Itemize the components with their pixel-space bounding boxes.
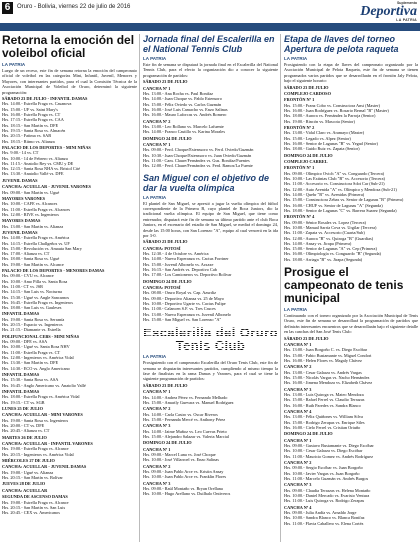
schedule-line: Hrs. 13:00.- Leo Rollano vs. Marcelo Lafuente: [143, 123, 224, 129]
schedule-heading: FRONTÓN Nº 2: [284, 125, 315, 131]
schedule-line: Hrs. 18:00.- Arriaga "B" vs. Jirapa (Segunda): [284, 256, 363, 262]
schedule-line: Hrs. 09:00.- DFE vs. ASA: [2, 339, 48, 345]
schedule-line: Hrs. 18:00.- Estrella Fraga vs. América Vidal: [2, 394, 80, 400]
schedule-line: Hrs. 15:00.- Constructora Zebas vs. Senior de Lagunas "B" (Primera): [284, 197, 404, 203]
schedule-line: Hrs. 08:00.- Oruro Royal vs. Cap. Azurdiz: [143, 290, 217, 296]
schedule-line: Hrs. 11:00.- Estrella Fraga vs. Alcances: [2, 206, 71, 212]
schedule-line: Hrs. 19:00.- Estrella Fraga vs. Alcance: [2, 499, 69, 505]
schedule-heading: CANCHA Nº 3: [284, 482, 312, 488]
schedule-line: Hrs. 10:00.- Manual Sarría Cova vs. Urgilar (Tercera): [284, 224, 377, 230]
article-body: El plantel de San Miguel, se aprestó a jugar la vuelta olímpica del fútbol correspondiente de la Primera B, cuyo plantel de Boca Juniors, dio la tradicional vuelta olímpica. El equipo de San Miguel, que tiene como entrenador, disputará este fin de semana su último partido ante el club Boca Juniors, en el escenario del estadio de San Miguel, se medirá el domingo 24, desde las 15:00 horas, con San Lorenzo "A", equipo al cual vencerá en la ida por 3-0.: [143, 200, 278, 238]
schedule-heading: FRONTÓN Nº 4: [284, 214, 315, 220]
schedule-heading: JUVENIL DAMAS: [2, 177, 38, 183]
schedule-line: Hrs. 13:00.- Ana Rocha vs. Paul Bonifaz: [143, 91, 214, 97]
schedule-line: Hrs. 19:15.- Santa Rosa vs. Almacén: [2, 127, 66, 133]
schedule-heading: CANCHA Nº 2: [143, 406, 171, 412]
schedule-line: Hrs. 21:15.- Diamante vs. Estrella: [2, 327, 61, 333]
schedule-line: Hrs. 09:00.- Claudia Terrazas vs. Helena Montaño: [284, 487, 371, 493]
schedule-line: Hrs. 09:00.- Marcel Luna vs. José Choque: [143, 452, 216, 458]
schedule-heading: CANCHA Nº 1: [284, 342, 312, 348]
article-body: Prosiguiendo con la etapa de llaves del campeonato organizado por la Asociación Municipal de Pelota Raqueta, este fin de semana se tienen programados varios partidos que se desarrollarán en el frontón Jaly Pelota, bajo el siguiente horario:: [284, 62, 418, 84]
schedule-line: Hrs. 19:00.- San Martín vs. Alcance: [2, 261, 64, 267]
schedule-line: Hrs. 16:00.- CHUF vs. Senior de Lagunas "A" (Segunda): [284, 202, 383, 208]
logo-title: Deportiva: [360, 4, 417, 19]
schedule-line: Hrs. 14:00.- Ansay vs. Jirapa (Primera): [284, 240, 352, 246]
schedule-list: [143, 79, 278, 168]
schedule-heading: FRONTÓN Nº 1: [284, 97, 315, 103]
schedule-heading: COMPLEJO CARDOSO: [284, 91, 331, 97]
schedule-line: Hrs. 12:00.- Ferd. Claure/Fernández vs. Ferd. Ramos/La Fuente: [143, 163, 253, 169]
schedule-heading: CANCHA Nº 2: [143, 463, 171, 469]
schedule-line: Hrs. 19:15.- CT vs. SGB: [2, 399, 45, 405]
schedule-line: Hrs. 16:00.- Estrella Fraga vs. CT: [2, 112, 61, 118]
schedule-line: Hrs. 09:00.- Gustavo Bustamante vs. Diego Escóbar: [284, 443, 374, 449]
schedule-line: Hrs. 15:00.- Juvenil Albonelo vs. Arxaxe: [143, 261, 214, 267]
schedule-line: Hrs. 13:00.- Vidal Claro vs. Aramayo (Master): [284, 130, 365, 136]
schedule-line: Hrs. 15:30.- Ugué vs. Angle Sancarnos: [2, 294, 70, 300]
schedule-heading: CANCHA: POTOSÍ: [143, 245, 181, 251]
schedule-line: Hrs. 09:00.- Ferd. Choque/Estenssoro vs. Ferd. Oviedo/Guzmán: [143, 147, 254, 153]
schedule-list: [284, 336, 418, 526]
schedule-line: Hrs. 11:00.- Cam. Claure/Fernández vs. Gus. Bonifaz/Fuentes: [143, 157, 250, 163]
schedule-line: Hrs. 14:15.- Estrella Challgeños vs. UF: [2, 240, 70, 246]
article-source: LA PATRIA: [143, 194, 167, 200]
schedule-line: Hrs. 12:30.- 4 de Octubre vs. América: [143, 251, 209, 257]
schedule-line: Hrs. 18:00.- Aurora vs. Fernández la Parroja (Senior): [284, 113, 376, 119]
schedule-heading: CANCHA Nº 1: [143, 446, 171, 452]
schedule-line: Hrs. 09:00.- Juan Pablo Arce vs. Kristin Ansay: [143, 469, 224, 475]
schedule-heading: CANCHA: POTOSÍ: [143, 285, 181, 291]
schedule-line: Hrs. 10:00.- Amo Pilla vs. Santa Rosa: [2, 278, 68, 284]
schedule-line: Hrs. 11:00.- Luis Quiroga vs. Rodrigo Zerapas: [284, 498, 365, 504]
schedule-line: Hrs. 10:00.- Deportivo Ugarte vs. Cactus Fulipe: [143, 301, 226, 307]
column-right: [284, 34, 418, 542]
schedule-heading: SÁBADO 23 DE JULIO: [143, 382, 188, 388]
schedule-line: Hrs. 13:30.- Anatolio Vallé vs. DFE: [2, 171, 64, 177]
schedule-heading: SEGUNDA DE ASCENSO DAMAS: [2, 494, 68, 500]
schedule-line: Hrs. 16:00.- Ruth Paredes vs. Sandra Blanco: [284, 402, 361, 408]
schedule-line: Hrs. 10:00.- Daniel Mercado vs. Evaristo Ventura: [284, 492, 370, 498]
schedule-line: Hrs. 16:00.- Olímpiología vs. Conguardo "B" (Segunda): [284, 251, 381, 257]
schedule-line: Hrs. 16:00.- Cielo Ferrel vs. Cristian Ortuño: [284, 424, 361, 430]
schedule-line: Hrs. 16:00.- Juan Rodríguez vs. Rosario Bernal "B" (Master): [284, 108, 389, 114]
column-divider: [139, 34, 140, 542]
article-source: LA PATRIA: [284, 307, 308, 312]
schedule-line: Hrs. 16:00.- Senior de Lagunas "B" vs. Yegad (Senior): [284, 141, 378, 147]
schedule-heading: DOMINGO 24 DE JULIO: [143, 278, 192, 284]
schedule-heading: CANCHA Nº 3: [143, 480, 171, 486]
schedule-line: Hrs. 14:00.- Juan Choque vs. Pablo Estensoro: [143, 96, 222, 102]
schedule-heading: POLIFUNCIONAL CEBS - MINI NIÑAS: [2, 333, 80, 339]
schedule-line: Hrs. 14:00.- Nueva Esperanza vs. Cactus Forriner: [143, 256, 229, 262]
schedule-line: Hrs. 09:00.- Deportivo Alianza vs. 25 de Mayo: [143, 295, 224, 301]
article-escalerilla-nacional: [143, 34, 278, 169]
article-title: San Miguel con el objetivo de dar la vuelta olímpica: [143, 172, 270, 193]
schedule-line: Hrs. 10:00.- CAFE vs. Alcances: [2, 201, 58, 207]
page-dateline: Oruro - Bolivia, viernes 22 de julio de 2016: [17, 4, 131, 10]
schedule-line: Hrs. 10:00.- José Villarroel vs. Enzo Salinas: [143, 457, 219, 463]
schedule-list: [143, 239, 278, 322]
schedule-heading: MAYORES DAMAS: [2, 218, 41, 224]
schedule-line: Hrs. 13:00.- San Martín vs. Alianza: [2, 223, 64, 229]
schedule-line: Hrs. 09:00.- Raúl Montaño vs. Bryan Orellana: [143, 486, 223, 492]
schedule-heading: SÁBADO 23 DE JULIO: [284, 335, 329, 341]
schedule-line: Hrs. 20:15.- Fatima vs. SAB: [2, 133, 52, 139]
article-title: Prosigue el campeonato de tenis municipal: [284, 265, 404, 305]
article-body: Prosiguiendo con el campeonato Escalerilla del Oruro Tenis Club, este fin de semana se disputarán interesantes partidos, cumpliendo al mismo tiempo la fase de finalistas en la rama Damas y Varones, para el cual se tiene la siguiente programación de partidos:: [143, 360, 278, 382]
schedule-line: Hrs. 09:00.- Olímpico Ovich "A" vs. Conguardo (Tercera): [284, 170, 385, 176]
schedule-heading: SÁBADO 23 DE JULIO: [284, 84, 329, 90]
schedule-line: Hrs. 19:00.- Santa Rosa vs. Serranía: [2, 316, 65, 322]
schedule-line: Hrs. 10:00.- Hugo Arellano vs. Duilbalo Ontiveros: [143, 491, 231, 497]
schedule-line: Hrs. 14:00.- Carla Castro vs. Oscar Riveros: [143, 411, 218, 417]
schedule-line: Hrs. 10:00.- 14 de Febrero vs. Alianza: [2, 155, 68, 161]
schedule-line: Hrs. 15:00.- Senior de Lagunas "A" vs. Cep (Primera): [284, 246, 377, 252]
article-source: LA PATRIA: [2, 62, 26, 67]
schedule-line: Hrs. 18:00.- Santa Rosa vs. Ugué: [2, 256, 60, 262]
schedule-line: Hrs. 18:00.- Guido Ruiz vs. Zapata (Senior): [284, 146, 360, 152]
schedule-line: Hrs. 19:00.- Santa Rosa vs. Ingenieros: [2, 417, 69, 423]
schedule-heading: JUEVES 28 DE JULIO: [2, 481, 46, 487]
schedule-line: Hrs. 15:00.- San Miguel vs. San Lorenzo "A": [143, 316, 222, 322]
schedule-heading: MAYORES VARONES: [2, 195, 46, 201]
schedule-line: Hrs. 11:00.- Flavia Caballero vs. Elena Cortéz: [284, 520, 364, 526]
schedule-heading: CANCHA Nº 4: [284, 408, 312, 414]
schedule-line: Hrs. 15:00.- Alejandro Salazar vs. Valeria Marcial: [143, 433, 229, 439]
schedule-heading: SÁBADO 23 DE JULIO: [143, 79, 188, 85]
schedule-heading: DOMINGO 24 DE JULIO: [284, 152, 333, 158]
schedule-line: Hrs. 14:30.- ECO vs. Anglo Americano: [2, 365, 70, 371]
schedule-heading: CANCHA Nº 1: [143, 141, 171, 147]
schedule-line: Hrs. 16:45.- Estrella Fraga vs. Ingenieros: [2, 299, 73, 305]
schedule-heading: CANCHA Nº 3: [143, 423, 171, 429]
schedule-line: Hrs. 13:00.- Félix Quiñones vs. William Silva: [284, 414, 363, 420]
article-source: LA PATRIA: [284, 56, 308, 61]
article-title: Escalerilla del Oruro Tenis Club: [143, 325, 278, 354]
schedule-line: Hrs. 18:15.- San Martín vs. DFE: [2, 122, 59, 128]
schedule-line: Hrs. 13:00.- Luis Quiroga vs. Mateo Mendoza: [284, 392, 364, 398]
schedule-line: Hrs. 16:00.- Jimena Mendoza vs. Elizabeth Chávez: [284, 380, 373, 386]
schedule-heading: SÁBADO 23 DE JULIO: [143, 239, 188, 245]
schedule-heading: INFANTIL DAMAS: [2, 388, 40, 394]
article-voleibol: [2, 34, 137, 516]
section-logo: [339, 1, 417, 21]
schedule-line: Hrs. 18:00.- Senior de Lagunas "C" vs. Barrera Suarez (Segunda): [284, 207, 397, 213]
schedule-heading: CANCHA: ACUELLAR - MINI VARONES: [2, 412, 83, 418]
schedule-line: Hrs. 11:00.- Mauricio Gomez vs. Andrés Rodríguez: [284, 453, 373, 459]
schedule-line: Hrs. 10:00.- Sandra Blanco vs. Blanca Bonifaz: [284, 515, 365, 521]
schedule-line: Hrs. 20:15.- Ingenieros vs. América Vidal: [2, 451, 74, 457]
schedule-heading: DOMINGO 24 DE JULIO: [143, 440, 192, 446]
article-title: Etapa de llaves del torneo Apertura de pelota raqueta: [284, 34, 399, 54]
schedule-heading: CANCHA Nº 3: [284, 386, 312, 392]
schedule-line: Hrs. 13:00.- Juan Borgoño C. vs. Diego Escóbar: [284, 347, 368, 353]
schedule-heading: PALACIO DE LOS DEPORTES - MINI NIÑAS: [2, 144, 91, 150]
schedule-line: Hrs. 19:00.- Estrella Fraga vs. Alcance: [2, 446, 69, 452]
section-band: [0, 23, 420, 31]
schedule-heading: COMPLEJO CARREL: [284, 159, 328, 165]
schedule-line: Hrs. 20:15.- San Martín vs. Bolívar: [2, 475, 63, 481]
schedule-line: Hrs. 20:45.- Alianza vs. CT: [2, 428, 50, 434]
schedule-line: Hrs. 15:00.- Franz Cobo vs. Constructora Ansi (Master): [284, 102, 380, 108]
schedule-line: Hrs. 11:00.- Accesorio vs. Constructora Sdot Car (Sub-21): [284, 181, 385, 187]
schedule-line: Hrs. 11:00.- Marcelo Guzmán vs. Andrés Burgos: [284, 475, 369, 481]
schedule-line: Hrs. 15:00.- Fernanda Mercé vs. Anthony Pérez: [143, 416, 226, 422]
schedule-line: Hrs. 14:00.- Estrella Fraga vs. Casanova: [2, 101, 72, 107]
schedule-line: Hrs. 12:00.- Auto Avenida "A" vs. Olímpico y Mendoza (Sub-21): [284, 186, 397, 192]
schedule-line: Hrs. 16:45.- Anglo Americano vs. Anatolio Vallé: [2, 382, 86, 388]
schedule-line: Hrs. 12:15.- Santa Rosa NHA vs. Bristol Cité: [2, 166, 81, 172]
schedule-heading: CANCHA: ACUELLAR - JUVENIL DAMAS: [2, 464, 87, 470]
schedule-line: Hrs. 20:00.- CT vs. DFE: [2, 423, 45, 429]
schedule-line: Hrs. 15:00.- Nicolás Vargas vs. Nacho Hernández: [284, 375, 370, 381]
article-escalerilla-oruro: [143, 326, 278, 496]
schedule-line: Hrs. 15:00.- Amarily Guevara vs. Manuel Rodríguez: [143, 399, 234, 405]
schedule-line: Hrs. 9:00.- 14 vs. CT: [2, 150, 39, 156]
schedule-line: Hrs. 14:00.- Franco Castillo vs. Karina Morales: [143, 129, 225, 135]
schedule-list: [284, 85, 418, 262]
schedule-line: Hrs. 11:00.- Estrella Fraga vs. CT: [2, 349, 61, 355]
schedule-line: Hrs. 09:00.- CVU vs. Alcance: [2, 273, 54, 279]
schedule-heading: LUNES 25 DE JULIO: [2, 405, 43, 411]
logo-supertitle: Suplemento: [396, 1, 417, 5]
schedule-line: Hrs. 11:00.- Calancen S.F. vs. Tres Cruces: [143, 306, 216, 312]
schedule-heading: CANCHA: ACUELLAR - JUVENIL VARONES: [2, 184, 91, 190]
article-source: LA PATRIA: [143, 56, 167, 61]
schedule-heading: CANCHA Nº 2: [284, 459, 312, 465]
schedule-list: [2, 96, 137, 516]
schedule-line: Hrs. 15:00.- UF vs. Saint Mary's: [2, 106, 58, 112]
schedule-line: Hrs. 16:15.- San Andrés vs. Deportivo Cab: [143, 267, 217, 273]
schedule-line: Hrs. 20:15.- Espacio vs. Ingenieros: [2, 322, 63, 328]
article-body: Este fin de semana se disputará la jornada final en el Escalerilla del National Tennis Club, para el efecto la organización dio a conocer la siguiente programación de partidos:: [143, 62, 278, 78]
schedule-line: Hrs. 15:00.- Rafael Ferrel vs. Claudio Terrazas: [284, 397, 365, 403]
logo-subtitle: LA PATRIA: [396, 18, 417, 22]
schedule-heading: CANCHA: ACUELLAR: [2, 487, 48, 493]
schedule-line: Hrs. 18:15.- Ritmo vs. Alianza: [2, 138, 55, 144]
schedule-line: Hrs. 16:00.- Helen Flores vs. Magaly Chávez: [284, 358, 362, 364]
schedule-line: Hrs. 15:00.- Félix Oviedo vs. Carlos Guzmán: [143, 101, 222, 107]
schedule-line: Hrs. 10:30.- Juan Choque/Estenssoro vs. Juan Oviedo/Guzmán: [143, 152, 252, 158]
schedule-line: Hrs. 15:00.- Fabio Bustamante vs. Miguel Condori: [284, 352, 372, 358]
schedule-line: Hrs. 10:00.- Las Extintas Club "B" vs. Accesorio (Tercera): [284, 176, 385, 182]
schedule-line: Hrs. 09:00.- Sergio Escóbar vs. Juan Borgoño: [284, 465, 363, 471]
schedule-line: Hrs. 20:15.- San Martín vs. San Luis: [2, 505, 66, 510]
article-source: LA PATRIA: [143, 354, 167, 360]
schedule-line: Hrs. 13:00.- Cesar Galarza vs. Andrés Vargas: [284, 369, 362, 375]
schedule-heading: INFANTIL DAMAS: [2, 311, 40, 317]
schedule-line: Hrs. 10:00.- Juan Pablo Arce vs. Franklin Flores: [143, 474, 227, 480]
article-body: Continuando con el torneo organizado por la Asociación Municipal de Tenis Oruro, este fin de semana se desarrollará la programación de partidos que definirán interesantes encuentros que se desarrollarán bajo el siguiente detalle en las canchas del San José Tenis Club:: [284, 313, 418, 335]
schedule-heading: MIÉRCOLES 27 DE JULIO: [2, 458, 55, 464]
schedule-heading: CANCHA Nº 1: [143, 389, 171, 395]
schedule-heading: SÁBADO 23 DE JULIO - INFANTIL DAMAS: [2, 96, 88, 102]
schedule-heading: FRONTÓN Nº 1: [284, 165, 315, 171]
schedule-line: Hrs. 15:30.- Santa Rosa vs. ASA: [2, 377, 59, 383]
schedule-line: Hrs. 16:00.- Mauro Laforcas vs. Andrés Romero: [143, 112, 227, 118]
article-tenis-municipal: [284, 266, 418, 526]
schedule-heading: MARTES 26 DE JULIO: [2, 434, 47, 440]
schedule-heading: CANCHA Nº 1: [284, 437, 312, 443]
schedule-line: Hrs. 09:00.- Sénior Rosales vs. Lopez (Tercera): [284, 219, 366, 225]
article-title: Jornada final del Escalerilla en el National Tennis Club: [143, 34, 275, 54]
article-san-miguel: [143, 173, 278, 323]
schedule-line: Hrs. 17:00.- Los Camioneros vs. Deportivo Bolívar: [143, 272, 232, 278]
schedule-line: Hrs. 20:45.- CEX vs. Americanos: [2, 510, 60, 516]
schedule-line: Hrs. 14:00.- Andrea Pérez vs. Fernando Melhado: [143, 394, 228, 400]
schedule-line: Hrs. 09:00.- San Martín vs. Ugué: [2, 189, 60, 195]
schedule-line: Hrs. 14:00.- Jaime Muñoz vs. Leo Cuevas Prieto: [143, 428, 227, 434]
schedule-line: Hrs. 16:00.- José Luis Camacho vs. Enzo Salinas: [143, 106, 228, 112]
schedule-line: Hrs. 14:00.- Estrella Fraga vs. América: [2, 235, 70, 241]
article-body: Luego de un receso, este fin de semana retorna la emoción del campeonato oficial de voleibol en las categorías Mini, Infantil, Juvenil, Menores y Mayores, con interesantes partidos, para el cual la Comisión Técnica de la Asociación Municipal de Voleibol de Oruro, determinó la siguiente programación:: [2, 68, 137, 95]
page-header: [0, 0, 420, 24]
schedule-line: Hrs. 14:15.- San Luis vs. Nocturna: [2, 289, 62, 295]
schedule-line: Hrs. 17:15.- Estrella Fraga vs. CAA: [2, 117, 64, 123]
schedule-line: Hrs. 09:00.- Julia Andía vs. Arnaldo Jorge: [284, 509, 357, 515]
schedule-heading: CANCHA Nº 2: [284, 364, 312, 370]
schedule-line: Hrs. 10:00.- Ugué vs. Santa Rosa NHV: [2, 344, 70, 350]
schedule-line: Hrs. 18:00.- San Luis vs. Gauleses: [2, 305, 62, 311]
schedule-line: Hrs. 19:00.- Rincón vs. Mascota (Senior): [284, 118, 355, 124]
schedule-heading: CANCHA Nº 2: [143, 118, 171, 124]
schedule-line: Hrs. 11:00.- CT vs. JSR: [2, 284, 43, 289]
article-pelota-raqueta: [284, 34, 418, 262]
schedule-line: Hrs. 11:15.- Anatolio Rey vs. CMU y DE: [2, 160, 74, 166]
column-left: [2, 34, 137, 542]
schedule-heading: JUVENIL DAMAS: [2, 229, 38, 235]
schedule-heading: INFANTIL DAMAS: [2, 371, 40, 377]
schedule-line: Hrs. 12:00.- RIVE vs. Ingenieros: [2, 211, 59, 217]
schedule-line: Hrs. 19:00.- Ugué vs. Alianza: [2, 469, 54, 475]
schedule-line: Hrs. 14:00.- Quebr "B" vs. Avenidas (Primera): [284, 192, 365, 198]
schedule-line: Hrs. 13:00.- Nueva Esperanza vs. Juvenil Albonelo: [143, 311, 231, 317]
schedule-heading: DOMINGO 24 DE JULIO: [284, 431, 333, 437]
column-center: [143, 34, 278, 542]
schedule-line: Hrs. 15:00.- Rodrigo Zerapas vs. Enrique Siles: [284, 419, 365, 425]
schedule-heading: DOMINGO 24 DE JULIO: [143, 135, 192, 141]
schedule-line: Hrs. 10:00.- Javier Vargas vs. Juan Borgoño: [284, 470, 360, 476]
schedule-line: Hrs. 12:00.- Ingenieros vs. América Vidal: [2, 355, 74, 361]
schedule-line: Hrs. 17:00.- Alianza vs. CT: [2, 251, 50, 257]
schedule-heading: CANCHA: ACUELLAR - INFANTIL VARONES: [2, 441, 93, 447]
schedule-line: Hrs. 15:00.- Legado vs. Alpez (Senior): [284, 135, 351, 141]
schedule-line: Hrs. 10:00.- Cesar Galarza vs. Diego Escóbar: [284, 448, 363, 454]
schedule-heading: CANCHA Nº 4: [284, 504, 312, 510]
schedule-heading: PALACIO DE LOS DEPORTES - MENORES DAMAS: [2, 268, 105, 273]
schedule-heading: CANCHA Nº 1: [143, 85, 171, 91]
schedule-line: Hrs. 11:00.- Zapata vs. Accesorio (Cuarta/Sub): [284, 230, 365, 236]
article-title: Retorna la emoción del voleibol oficial: [2, 34, 135, 60]
schedule-line: Hrs. 13:30.- San Martín vs. DFE: [2, 360, 59, 366]
page-number: 6: [2, 2, 13, 14]
column-divider: [280, 34, 281, 542]
schedule-list: [143, 383, 278, 497]
schedule-line: Hrs. 12:00.- Aurora "B" vs. Quiroga "B" (Guardias): [284, 235, 374, 241]
schedule-line: Hrs. 15:00.- Revolución vs. Amauta San Mary: [2, 245, 82, 251]
